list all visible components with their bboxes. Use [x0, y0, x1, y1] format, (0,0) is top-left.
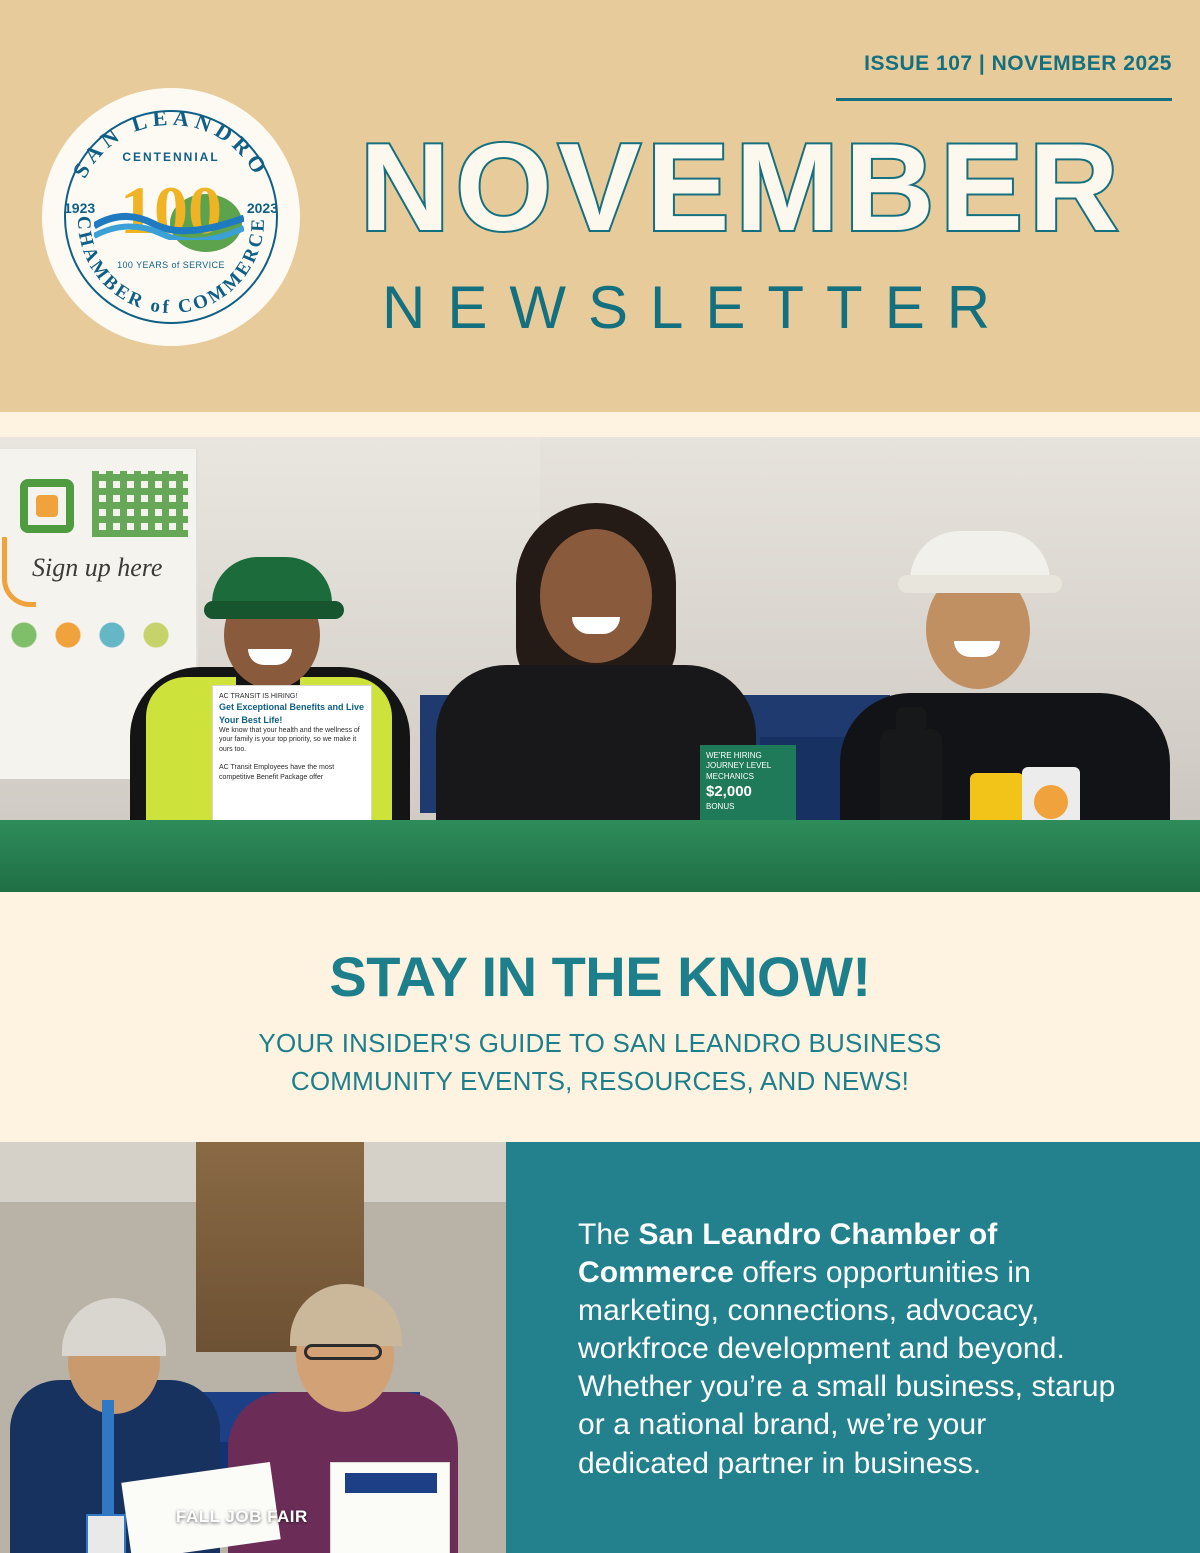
intro-rest: offers opportunities in marketing, connections, advocacy, workfroce development and beyond. Whether you’re a small business, starup or a national brand, we’re your dedicated partner in business. — [578, 1256, 1116, 1480]
photo2-person-right-hair — [290, 1284, 402, 1346]
handout-header-bar — [345, 1473, 437, 1493]
glasses-icon — [304, 1344, 382, 1360]
job-fair-photo — [0, 1142, 506, 1553]
flyer-headline: Get Exceptional Benefits and Live Your Best Life! — [219, 702, 365, 725]
page-title: NOVEMBER — [360, 119, 1125, 257]
logo-arc-top-text: SAN LEANDRO — [67, 104, 275, 182]
section-subheading-line2: COMMUNITY EVENTS, RESOURCES, AND NEWS! — [290, 1065, 910, 1096]
hero-hiring-card — [700, 745, 796, 831]
chamber-logo — [42, 88, 300, 346]
hiring-card-amount: $2,000 — [706, 783, 752, 801]
logo-wave-icon — [94, 206, 244, 240]
hiring-card-line1: WE'RE HIRING — [706, 751, 762, 760]
bottom-section — [0, 1142, 1200, 1553]
intro-paragraph — [578, 1216, 1118, 1483]
hiring-card-line2: JOURNEY LEVEL MECHANICS — [706, 761, 771, 781]
svg-text:SAN LEANDRO — [67, 105, 274, 182]
intro-panel — [506, 1142, 1200, 1553]
section-heading: STAY IN THE KNOW! — [329, 945, 871, 1008]
issue-divider — [836, 98, 1172, 101]
hiring-card-label: BONUS — [706, 801, 735, 811]
flyer-eyebrow: AC TRANSIT IS HIRING! — [219, 693, 298, 700]
logo-arc-bottom-text: CHAMBER of COMMERCE — [72, 215, 270, 319]
photo-caption: FALL JOB FAIR — [176, 1507, 308, 1526]
section-subheading — [0, 1025, 1200, 1100]
logo-service-line: 100 YEARS of SERVICE — [117, 260, 225, 270]
hero-green-table — [0, 820, 1200, 892]
photo2-lanyard — [102, 1400, 114, 1520]
logo-year-end: 2023 — [246, 200, 278, 216]
hero-photo — [0, 437, 1200, 892]
person-right-cap-brim — [898, 575, 1062, 593]
page-subtitle: NEWSLETTER — [382, 274, 1013, 341]
intro-lead: The — [578, 1218, 639, 1251]
issue-line: ISSUE 107 | NOVEMBER 2025 — [864, 52, 1172, 75]
person-center-head — [540, 529, 652, 663]
logo-centennial-text: CENTENNIAL — [122, 150, 220, 164]
flyer-body: We know that your health and the wellness of your family is your top priority, so we make it ours too. — [219, 726, 360, 753]
hero-signup-text: Sign up here — [32, 553, 163, 582]
flyer-footer: AC Transit Employees have the most competitive Benefit Package offer — [219, 764, 335, 781]
section-subheading-line1: YOUR INSIDER'S GUIDE TO SAN LEANDRO BUSINESS — [258, 1028, 942, 1058]
person-left-cap-brim — [204, 601, 344, 619]
app-icon — [20, 479, 74, 533]
hero-flyer — [212, 685, 372, 833]
logo-year-start: 1923 — [64, 200, 96, 216]
intro-org-name: San Leandro Chamber of Commerce — [578, 1218, 998, 1290]
arrow-icon — [2, 537, 36, 607]
newsletter-header — [0, 0, 1200, 412]
photo2-handout — [330, 1462, 450, 1553]
photo2-badge — [86, 1514, 126, 1553]
stay-in-the-know-section — [0, 892, 1200, 1142]
logo-centennial-mark: 100 — [120, 172, 222, 248]
photo2-person-left-hair — [62, 1298, 166, 1356]
